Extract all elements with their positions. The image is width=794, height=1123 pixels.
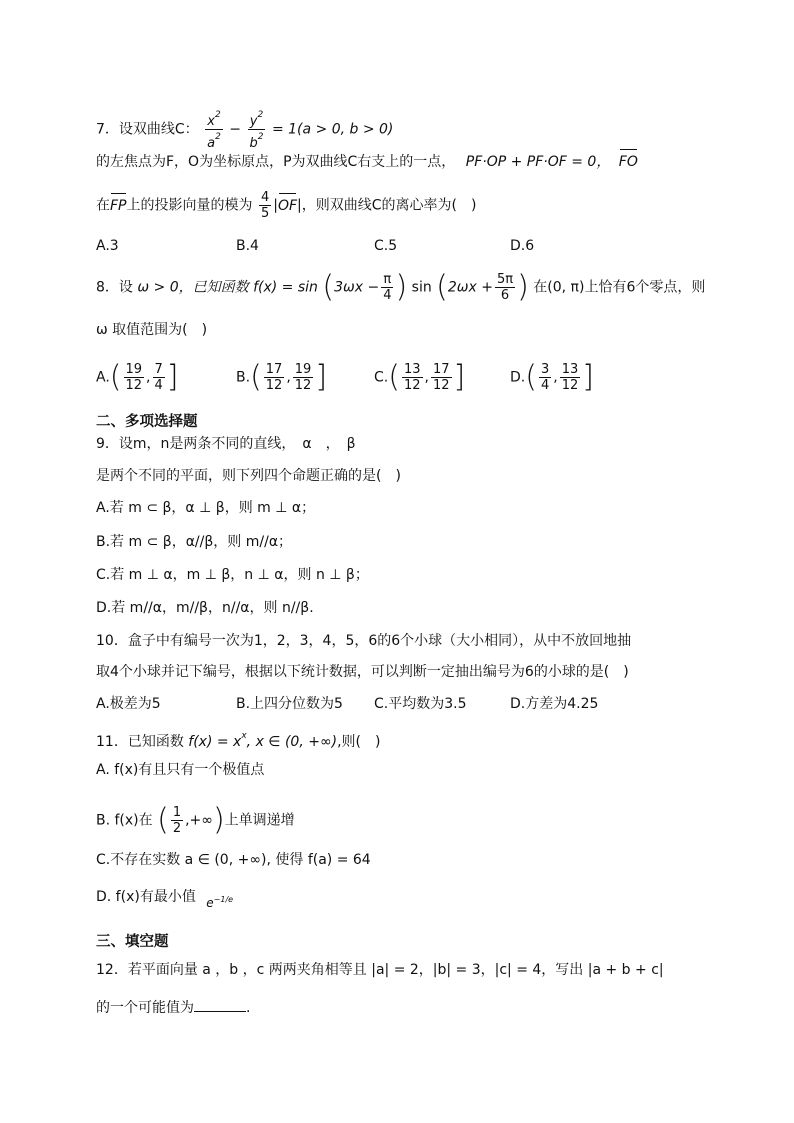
q7-line3: 在FP上的投影向量的模为 $\frac{4}{5}$ |OF|，则双曲线C的离心率为( ) [96,190,477,221]
x2-over-a2: $\frac{x^2}{a^2}$ [207,110,221,151]
q9-line2: 是两个不同的平面，则下列四个命题正确的是( ) [96,468,401,484]
q8-line2: ω 取值范围为( ) [96,322,208,338]
four-fifths: $\frac{4}{5}$ [260,190,270,221]
q11-line1: 11．已知函数 $f(x) = x^x$, x ∈ (0, +∞),则( ) [96,731,381,750]
q7-line1: 7．设双曲线C： $\frac{x^2}{a^2}$ − $\frac{y^2}{b^2}$ = 1(a > 0, b > 0) [96,110,394,151]
q10-option-a: A.极差为5 [96,696,161,712]
q11-option-d: D. f(x)有最小值 $e^{-1/e}$ [96,889,234,910]
q12-line2: 的一个可能值为 . [96,1000,251,1016]
q8-option-c: C.( $\frac{13}{12}$ , $\frac{17}{12}$ ] [374,359,466,395]
q10-option-d: D.方差为4.25 [510,696,599,712]
q10-line1: 10．盒子中有编号一次为1，2，3，4，5，6的6个小球（大小相同），从中不放回地抽 [96,633,632,649]
q7-option-a: A.3 [96,238,119,254]
q10-option-c: C.平均数为3.5 [374,696,467,712]
q9-option-a: A.若 m ⊂ β，α ⊥ β，则 m ⊥ α； [96,500,316,516]
q9-option-b: B.若 m ⊂ β，α//β，则 m//α； [96,534,293,550]
q8-option-a: A.( $\frac{19}{12}$ , $\frac{7}{4}$ ] [96,359,179,395]
q9-line1: 9．设m，n是两条不同的直线， α ， β [96,436,356,452]
q7-option-b: B.4 [236,238,259,254]
section-fill-in-heading: 三、填空题 [96,934,169,950]
q10-option-b: B.上四分位数为5 [236,696,343,712]
q11-option-b: B. f(x)在 ( $\frac{1}{2}$ ,+∞)上单调递增 [96,802,295,838]
q9-option-c: C.若 m ⊥ α，m ⊥ β，n ⊥ α，则 n ⊥ β； [96,567,369,583]
y2-over-b2: $\frac{y^2}{b^2}$ [249,110,264,151]
q11-option-a: A. f(x)有且只有一个极值点 [96,762,265,778]
q11-option-c: C.不存在实数 a ∈ (0, +∞), 使得 f(a) = 64 [96,852,371,868]
q7-option-d: D.6 [510,238,535,254]
q8-option-d: D.( $\frac{3}{4}$ , $\frac{13}{12}$ ] [510,359,594,395]
q7-option-c: C.5 [374,238,398,254]
q10-line2: 取4个小球并记下编号，根据以下统计数据，可以判断一定抽出编号为6的小球的是( ) [96,664,629,680]
answer-blank[interactable] [194,998,246,1012]
section-multiple-choice-heading: 二、多项选择题 [96,414,198,430]
q9-option-d: D.若 m//α，m//β，n//α，则 n//β. [96,600,314,616]
q8-option-b: B.( $\frac{17}{12}$ , $\frac{19}{12}$ ] [236,359,328,395]
q7-line2: 的左焦点为F，O为坐标原点，P为双曲线C右支上的一点， PF·OP + PF·OF = 0， FO [96,154,638,170]
q12-line1: 12．若平面向量 a ，b ，c 两两夹角相等且 |a| = 2，|b| = 3，|c| = 4，写出 |a + b + c| [96,962,664,978]
q8-line1: 8．设 ω > 0，已知函数 f(x) = sin (3ωx − $\frac{\pi}{4}$ ) sin (2ωx + $\frac{5\pi}{6}$ ) 在(0, π)上恰有6个零点，则 [96,269,706,305]
